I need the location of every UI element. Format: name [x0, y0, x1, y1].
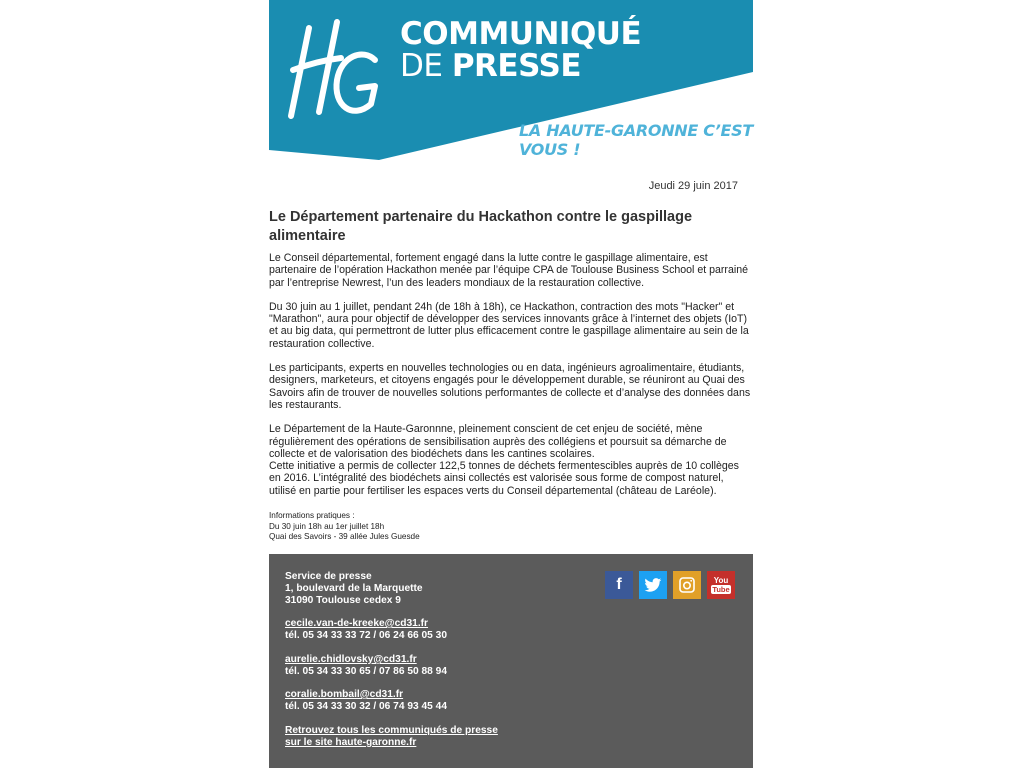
contact-block: [285, 618, 447, 642]
contact-phone: tél. 05 34 33 30 65 / 07 86 50 88 94: [285, 666, 448, 677]
article-body: [269, 252, 753, 509]
paragraph: Le Conseil départemental, fortement engagé dans la lutte contre le gaspillage alimentaire, est partenaire de l’opération Hackathon menée par l’équipe CPA de Toulouse Business School et parrainé par l’entreprise Newrest, l’un des leaders mondiaux de la restauration collective.: [269, 252, 748, 289]
contact-block: [285, 689, 447, 713]
twitter-bird-icon: [644, 578, 662, 593]
tagline: LA HAUTE-GARONNE C’EST VOUS !: [519, 121, 753, 159]
all-releases-link-line[interactable]: Retrouvez tous les communiqués de presse: [285, 725, 498, 736]
address-line: 1, boulevard de la Marquette: [285, 583, 423, 594]
title-presse: PRESSE: [451, 48, 582, 84]
youtube-wordmark: [711, 576, 730, 594]
youtube-you: You: [713, 576, 729, 585]
press-service-address: [285, 571, 423, 607]
address-line: 31090 Toulouse cedex 9: [285, 595, 401, 606]
facebook-glyph: f: [616, 576, 622, 593]
paragraph: Cette initiative a permis de collecter 122,5 tonnes de déchets fermentescibles auprès de 10 collèges en 2016. L’intégralité des biodéchets ainsi collectés est valorisée sous forme de compost naturel, utilisé en partie pour fertiliser les espaces verts du Conseil départemental (château de Laréole).: [269, 460, 739, 497]
instagram-icon[interactable]: [673, 571, 701, 599]
paragraph: Les participants, experts en nouvelles technologies ou en data, ingénieurs agroalimentaire, étudiants, designers, marketeurs, et citoyens engagés pour le développement durable, se réuniront au Quai des Savoirs afin de trouver de nouvelles solutions performantes de collecte et d’analyse des données dans les restaurants.: [269, 362, 751, 411]
practical-info-dates: Du 30 juin 18h au 1er juillet 18h: [269, 521, 385, 531]
paragraph: Le Département de la Haute-Garonnne, pleinement conscient de cet enjeu de société, mène régulièrement des opérations de sensibilisation auprès des collégiens et poursuit sa démarche de collecte et de valorisation des biodéchets dans les cantines scolaires.: [269, 423, 727, 460]
contact-phone: tél. 05 34 33 33 72 / 06 24 66 05 30: [285, 630, 448, 641]
practical-info-place: Quai des Savoirs - 39 allée Jules Guesde: [269, 532, 420, 541]
youtube-tube: Tube: [712, 585, 730, 594]
contact-phone: tél. 05 34 33 30 32 / 06 74 93 45 44: [285, 701, 448, 712]
press-service-title: Service de presse: [285, 571, 372, 582]
header-banner: [269, 0, 753, 170]
footer: [269, 554, 753, 768]
practical-info: [269, 511, 420, 543]
press-release-page: [269, 0, 753, 768]
contact-email-link[interactable]: coralie.bombail@cd31.fr: [285, 689, 404, 700]
facebook-icon[interactable]: [605, 571, 633, 599]
contact-email-link[interactable]: cecile.van-de-kreeke@cd31.fr: [285, 618, 429, 629]
all-releases-link[interactable]: [285, 725, 498, 749]
all-releases-link-line[interactable]: sur le site haute-garonne.fr: [285, 737, 417, 748]
title-de-presse: [400, 48, 581, 84]
title-de: DE: [400, 48, 452, 84]
contact-block: [285, 654, 447, 678]
youtube-icon[interactable]: [707, 571, 735, 599]
instagram-camera-icon: [678, 576, 696, 594]
paragraph: Du 30 juin au 1 juillet, pendant 24h (de 18h à 18h), ce Hackathon, contraction des mots "Hacker" et "Marathon", aura pour objectif de développer des services innovants grâce à l’internet des objets (IoT) et au big data, qui permettront de lutter plus efficacement contre le gaspillage alimentaire au sein de la restauration collective.: [269, 300, 749, 350]
title-communique: COMMUNIQUÉ: [400, 16, 642, 52]
release-date: Jeudi 29 juin 2017: [648, 180, 738, 192]
headline: Le Département partenaire du Hackathon contre le gaspillage alimentaire: [269, 209, 693, 244]
hg-logo-icon: [279, 8, 399, 138]
twitter-icon[interactable]: [639, 571, 667, 599]
practical-info-label: Informations pratiques :: [269, 511, 355, 520]
contact-email-link[interactable]: aurelie.chidlovsky@cd31.fr: [285, 654, 417, 665]
